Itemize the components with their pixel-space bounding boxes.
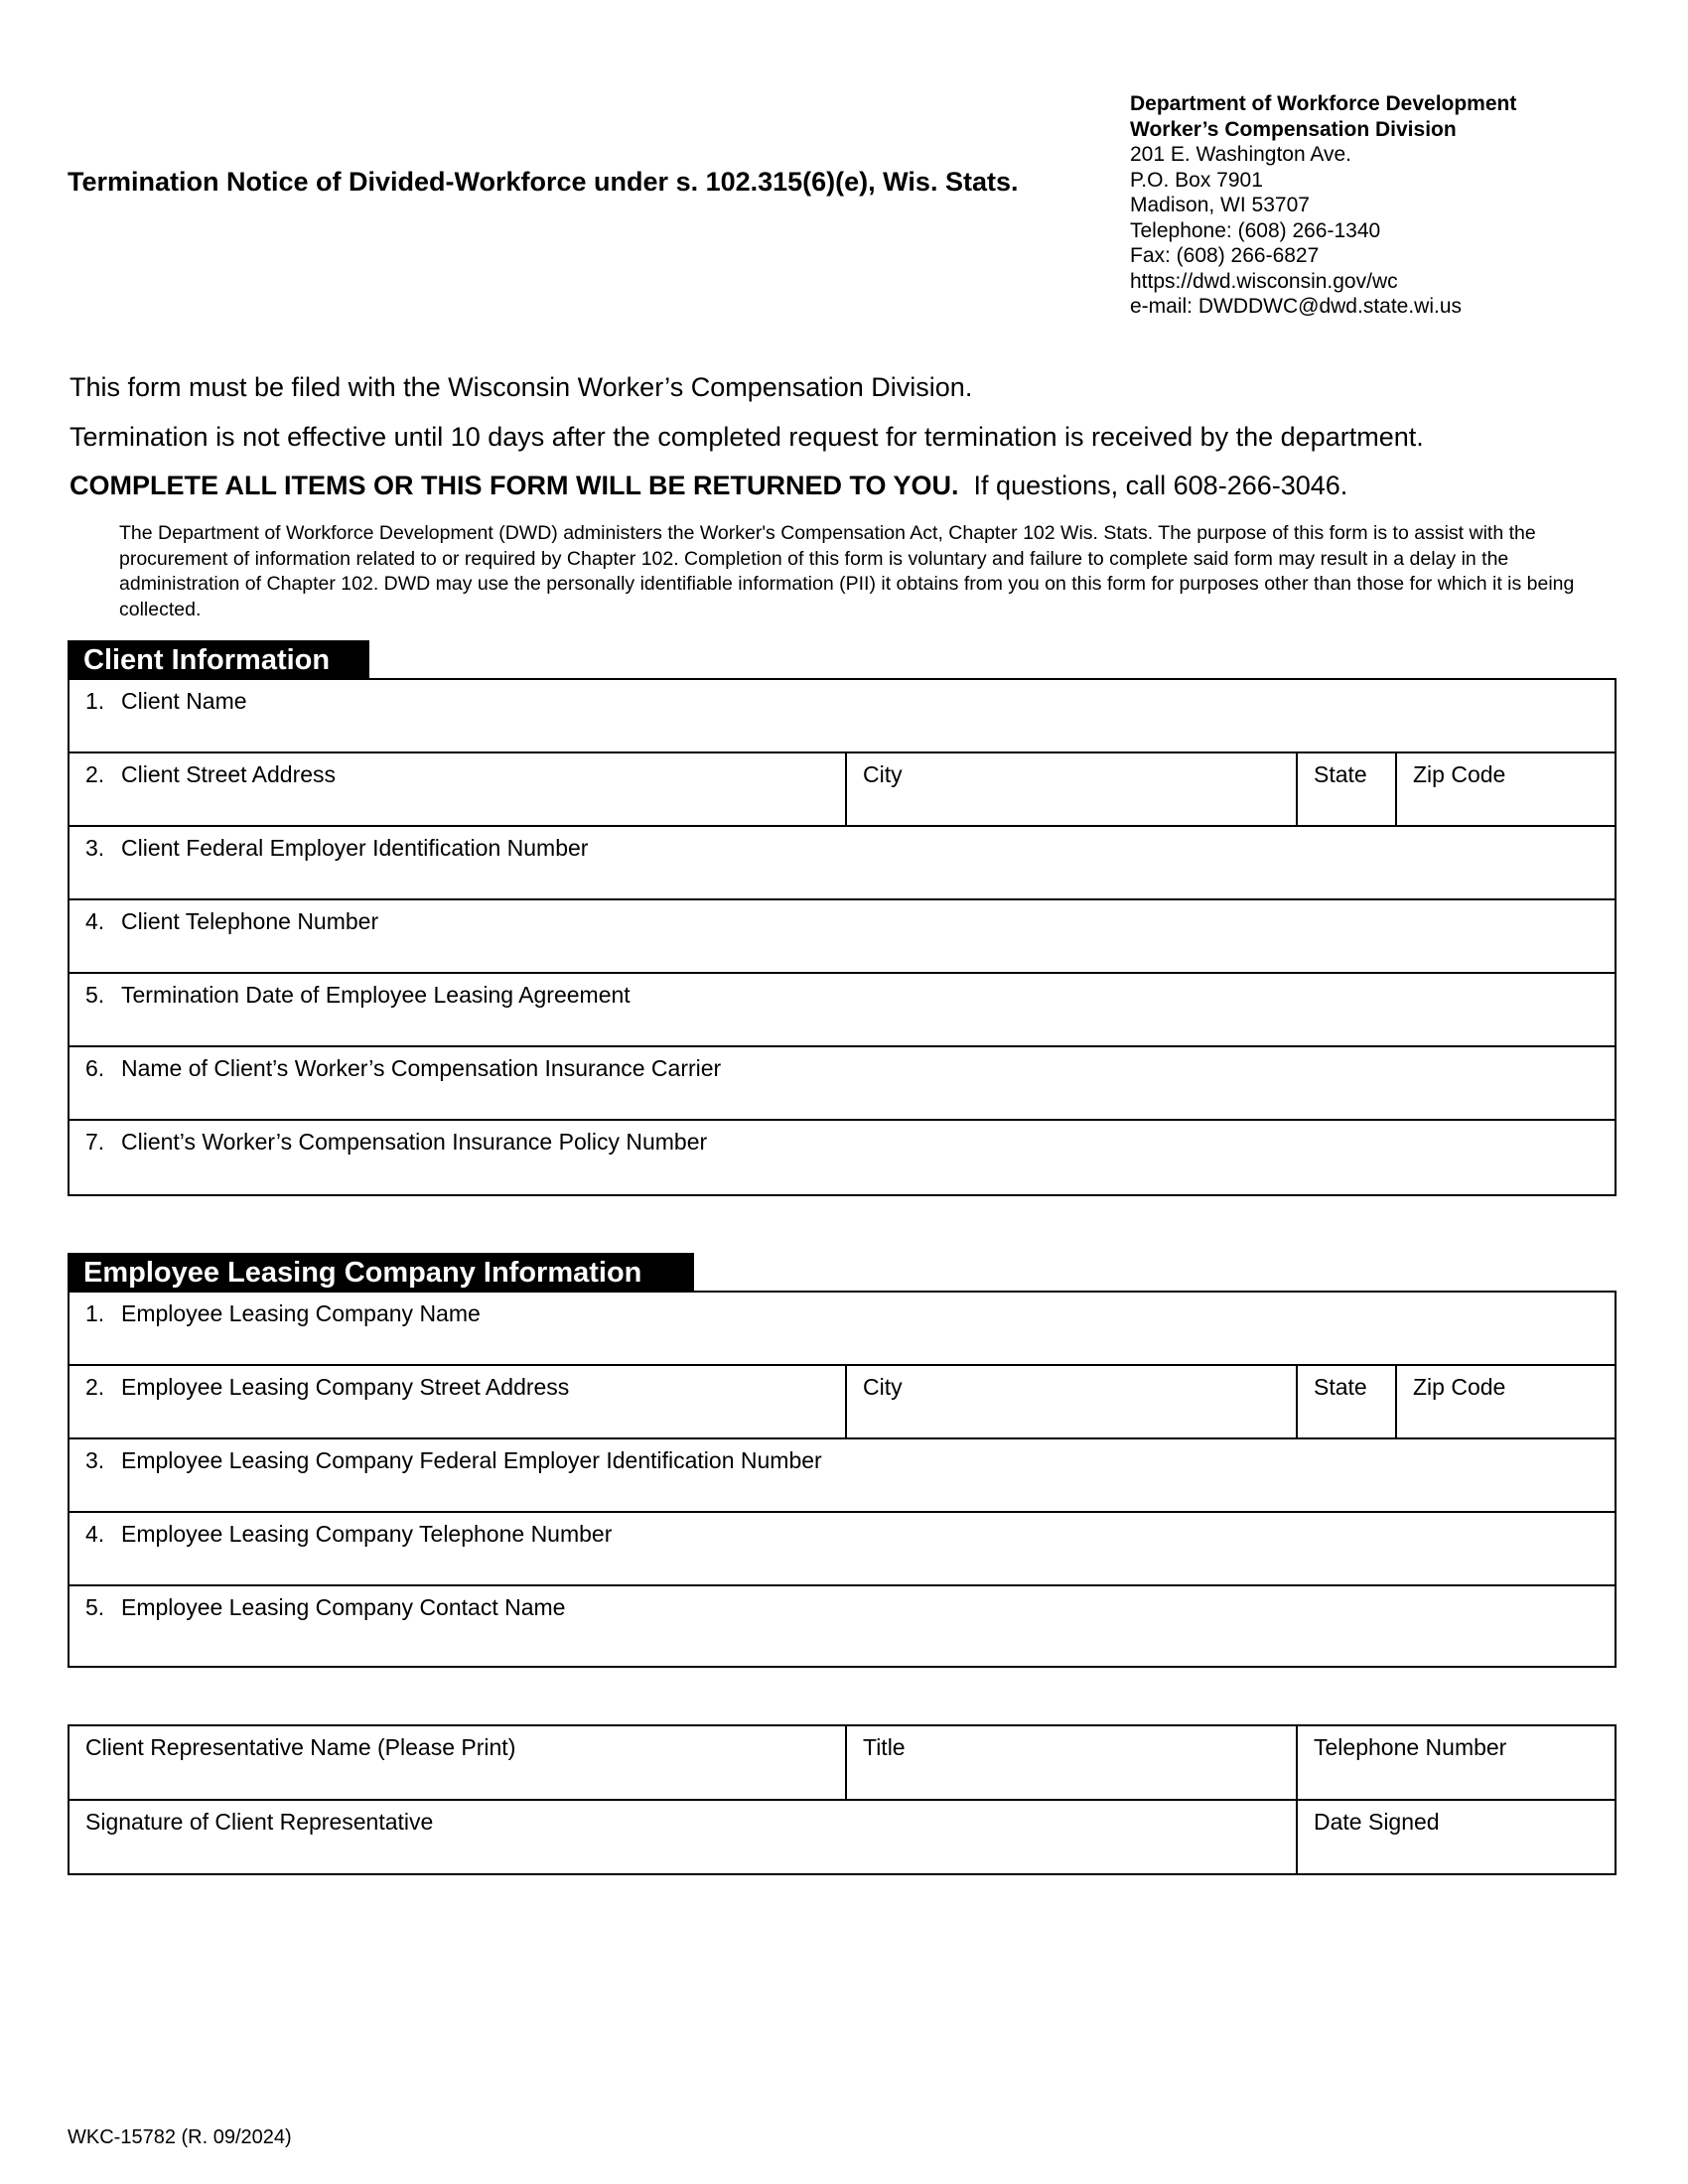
agency-department: Department of Workforce Development [1130,92,1517,115]
insurance-carrier-label: Name of Client’s Worker’s Compensation Insurance Carrier [121,1055,722,1081]
form-title: Termination Notice of Divided-Workforce under s. 102.315(6)(e), Wis. Stats. [68,167,1019,197]
leasing-contact-name-field[interactable] [70,1586,1615,1660]
item-number: 2. [85,1374,105,1400]
leasing-street-address-label: Employee Leasing Company Street Address [121,1374,570,1400]
item-number: 4. [85,1521,105,1547]
item-number: 4. [85,908,105,934]
leasing-state-field[interactable] [1296,1366,1395,1437]
leasing-company-box [68,1291,1617,1668]
signature-label: Signature of Client Representative [85,1809,434,1835]
item-number: 7. [85,1129,105,1155]
client-telephone-field[interactable] [70,900,1615,972]
agency-street: 201 E. Washington Ave. [1130,143,1351,166]
client-name-label: Client Name [121,688,247,714]
effective-date-instruction: Termination is not effective until 10 days after the completed request for termination is received by the department. [70,422,1424,452]
item-number: 1. [85,688,105,714]
agency-city-state-zip: Madison, WI 53707 [1130,194,1310,216]
item-number: 5. [85,982,105,1008]
client-fein-field[interactable] [70,827,1615,898]
insurance-carrier-field[interactable] [70,1047,1615,1119]
signature-field[interactable] [70,1801,1296,1875]
item-number: 1. [85,1300,105,1326]
termination-date-field[interactable] [70,974,1615,1045]
leasing-zip-label: Zip Code [1413,1374,1506,1400]
rep-name-label: Client Representative Name (Please Print) [85,1734,516,1760]
client-information-heading: Client Information [68,640,369,678]
leasing-telephone-field[interactable] [70,1513,1615,1584]
client-street-address-label: Client Street Address [121,761,337,787]
agency-po-box: P.O. Box 7901 [1130,168,1263,192]
complete-all-items-warning [70,471,1347,501]
agency-fax: Fax: (608) 266-6827 [1130,244,1320,267]
rep-telephone-label: Telephone Number [1314,1734,1507,1760]
leasing-state-label: State [1314,1374,1367,1400]
client-zip-field[interactable] [1395,753,1615,825]
leasing-contact-name-label: Employee Leasing Company Contact Name [121,1594,566,1620]
leasing-city-label: City [863,1374,903,1400]
item-number: 3. [85,835,105,861]
client-fein-label: Client Federal Employer Identification Number [121,835,589,861]
leasing-fein-label: Employee Leasing Company Federal Employer Identification Number [121,1447,822,1473]
item-number: 3. [85,1447,105,1473]
leasing-fein-field[interactable] [70,1439,1615,1511]
rep-telephone-field[interactable] [1296,1726,1615,1799]
client-city-label: City [863,761,903,787]
filing-instruction: This form must be filed with the Wisconsin Worker’s Compensation Division. [70,372,973,402]
client-city-field[interactable] [845,753,1296,825]
client-information-box [68,678,1617,1196]
client-street-address-field[interactable] [70,753,845,825]
privacy-notice: The Department of Workforce Development (DWD) administers the Worker's Compensation Act, Chapter 102 Wis. Stats. The purpose of this form is to assist with the procurement of information related to or required by Chapter 102. Completion of this form is voluntary and failure to complete said form may result in a delay in the administration of Chapter 102. DWD may use the personally identifiable information (PII) it obtains from you on this form for purposes other than those for which it is being collected. [119,522,1575,620]
questions-phone: If questions, call 608-266-3046. [973,471,1348,500]
leasing-company-name-label: Employee Leasing Company Name [121,1300,481,1326]
client-state-label: State [1314,761,1367,787]
client-name-field[interactable] [70,680,1615,751]
leasing-zip-field[interactable] [1395,1366,1615,1437]
leasing-telephone-label: Employee Leasing Company Telephone Number [121,1521,613,1547]
agency-address-block [1130,91,1516,320]
date-signed-label: Date Signed [1314,1809,1440,1835]
rep-title-label: Title [863,1734,906,1760]
signature-box [68,1724,1617,1875]
client-zip-label: Zip Code [1413,761,1506,787]
form-number: WKC-15782 (R. 09/2024) [68,2126,292,2148]
item-number: 6. [85,1055,105,1081]
agency-division: Worker’s Compensation Division [1130,117,1457,141]
item-number: 2. [85,761,105,787]
complete-all-items-bold: COMPLETE ALL ITEMS OR THIS FORM WILL BE RETURNED TO YOU. [70,471,959,500]
leasing-street-address-field[interactable] [70,1366,845,1437]
policy-number-label: Client’s Worker’s Compensation Insurance Policy Number [121,1129,708,1155]
leasing-company-heading: Employee Leasing Company Information [68,1253,694,1291]
leasing-city-field[interactable] [845,1366,1296,1437]
agency-email[interactable]: e-mail: DWDDWC@dwd.state.wi.us [1130,295,1463,318]
agency-telephone: Telephone: (608) 266-1340 [1130,218,1381,242]
item-number: 5. [85,1594,105,1620]
client-telephone-label: Client Telephone Number [121,908,379,934]
rep-title-field[interactable] [845,1726,1296,1799]
agency-website[interactable]: https://dwd.wisconsin.gov/wc [1130,269,1398,293]
client-state-field[interactable] [1296,753,1395,825]
rep-name-field[interactable] [70,1726,845,1799]
policy-number-field[interactable] [70,1121,1615,1194]
termination-date-label: Termination Date of Employee Leasing Agreement [121,982,631,1008]
date-signed-field[interactable] [1296,1801,1615,1875]
leasing-company-name-field[interactable] [70,1293,1615,1364]
